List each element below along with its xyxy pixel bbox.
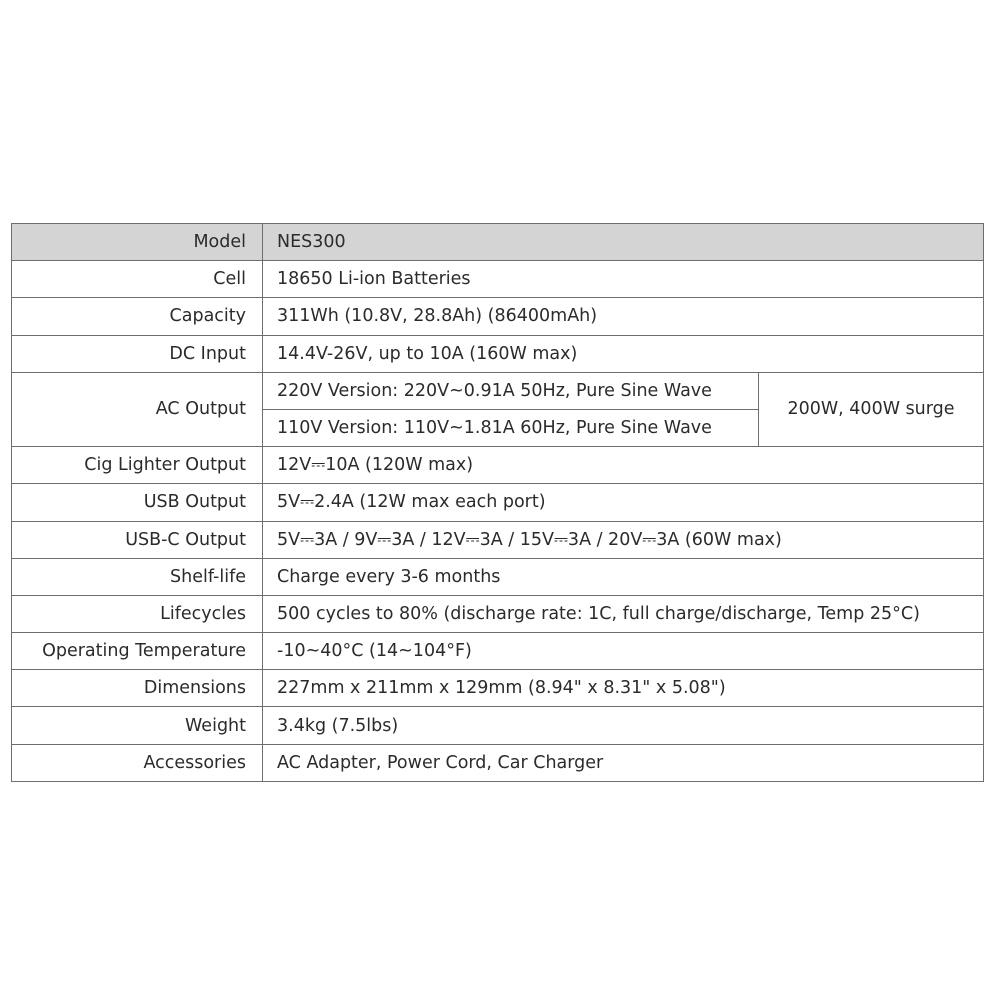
label-usb-output: USB Output	[12, 484, 263, 521]
table-row-usb-c-output	[12, 521, 984, 558]
table-row-cell	[12, 261, 984, 298]
table-row-weight	[12, 707, 984, 744]
label-shelf-life: Shelf-life	[12, 558, 263, 595]
label-dc-input: DC Input	[12, 335, 263, 372]
table-row-cig-lighter	[12, 447, 984, 484]
value-accessories: AC Adapter, Power Cord, Car Charger	[263, 744, 984, 781]
table-row-accessories	[12, 744, 984, 781]
table-row-usb-output	[12, 484, 984, 521]
table-row-dimensions	[12, 670, 984, 707]
value-ac-220v-version: 220V Version: 220V~0.91A 50Hz, Pure Sine Wave	[263, 372, 759, 409]
label-usb-c-output: USB-C Output	[12, 521, 263, 558]
label-model: Model	[12, 224, 263, 261]
value-usb-c-output: 5V⎓3A / 9V⎓3A / 12V⎓3A / 15V⎓3A / 20V⎓3A (60W max)	[263, 521, 984, 558]
value-ac-power: 200W, 400W surge	[759, 372, 984, 446]
spec-table	[11, 223, 984, 782]
label-accessories: Accessories	[12, 744, 263, 781]
label-weight: Weight	[12, 707, 263, 744]
value-dimensions: 227mm x 211mm x 129mm (8.94" x 8.31" x 5.08")	[263, 670, 984, 707]
table-row-capacity	[12, 298, 984, 335]
label-operating-temperature: Operating Temperature	[12, 633, 263, 670]
table-row-dc-input	[12, 335, 984, 372]
value-weight: 3.4kg (7.5lbs)	[263, 707, 984, 744]
value-capacity: 311Wh (10.8V, 28.8Ah) (86400mAh)	[263, 298, 984, 335]
value-shelf-life: Charge every 3-6 months	[263, 558, 984, 595]
label-cell: Cell	[12, 261, 263, 298]
value-cig-lighter: 12V⎓10A (120W max)	[263, 447, 984, 484]
table-row-shelf-life	[12, 558, 984, 595]
table-row-operating-temperature	[12, 633, 984, 670]
table-row-ac-output	[12, 372, 984, 409]
value-ac-110v-version: 110V Version: 110V~1.81A 60Hz, Pure Sine Wave	[263, 409, 759, 446]
value-cell: 18650 Li-ion Batteries	[263, 261, 984, 298]
value-model: NES300	[263, 224, 984, 261]
label-lifecycles: Lifecycles	[12, 595, 263, 632]
value-lifecycles: 500 cycles to 80% (discharge rate: 1C, full charge/discharge, Temp 25°C)	[263, 595, 984, 632]
label-capacity: Capacity	[12, 298, 263, 335]
table-row-model	[12, 224, 984, 261]
table-row-lifecycles	[12, 595, 984, 632]
label-ac-output: AC Output	[12, 372, 263, 446]
label-cig-lighter: Cig Lighter Output	[12, 447, 263, 484]
value-usb-output: 5V⎓2.4A (12W max each port)	[263, 484, 984, 521]
value-operating-temperature: -10~40°C (14~104°F)	[263, 633, 984, 670]
value-dc-input: 14.4V-26V, up to 10A (160W max)	[263, 335, 984, 372]
label-dimensions: Dimensions	[12, 670, 263, 707]
